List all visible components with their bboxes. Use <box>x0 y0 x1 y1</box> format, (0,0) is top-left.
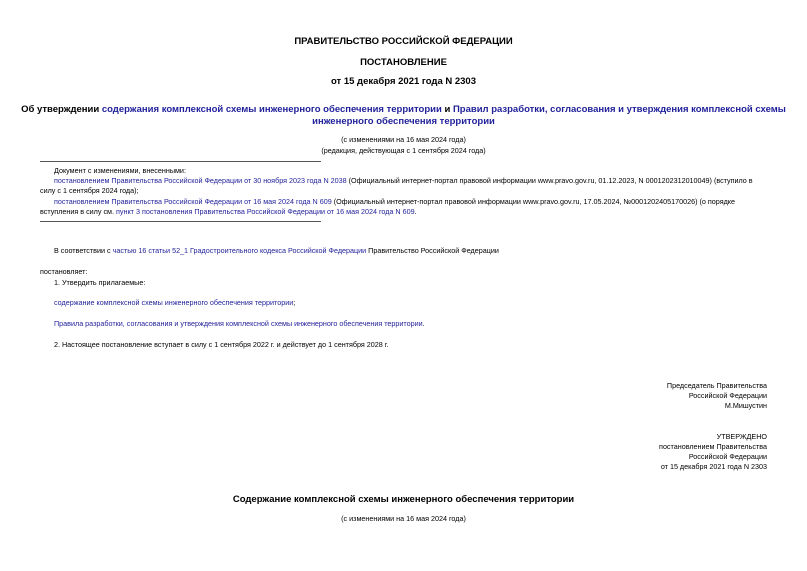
amendment-item-1 <box>54 176 767 186</box>
amendment-item-2 <box>54 197 767 207</box>
divider-bottom <box>40 221 321 222</box>
approved-label: УТВЕРЖДЕНО <box>716 432 767 441</box>
amendment-2-text: (Официальный интернет-портал правовой информации www.pravo.gov.ru, 17.05.2024, №0001202405170026) (о порядке <box>331 197 736 206</box>
edition-changes: (с изменениями на 16 мая 2024 года) <box>341 135 466 144</box>
approved-by: постановлением Правительства <box>659 442 767 451</box>
approved-org: Российской Федерации <box>688 452 767 461</box>
amendment-1-text: (Официальный интернет-портал правовой информации www.pravo.gov.ru, 01.12.2023, N 0001202312010049) (вступило в <box>346 176 753 185</box>
amendment-2-text-c: . <box>414 207 417 216</box>
signature-position: Председатель Правительства <box>666 381 767 390</box>
basis-suffix: Правительство Российской Федерации <box>366 246 499 255</box>
appendix-title: Содержание комплексной схемы инженерного обеспечения территории <box>232 494 575 505</box>
title-prefix: Об утверждении <box>21 104 102 115</box>
paragraph-2: 2. Настоящее постановление вступает в силу с 1 сентября 2022 г. и действует до 1 сентября 2028 г. <box>54 340 389 349</box>
basis-link-gradcode[interactable]: частью 16 статьи 52_1 Градостроительного кодекса Российской Федерации <box>112 246 367 255</box>
amendment-item-1-cont: силу с 1 сентября 2024 года); <box>40 186 139 195</box>
amendment-item-2-cont <box>40 207 417 216</box>
resolves-text: постановляет: <box>40 267 88 276</box>
title-link-content[interactable]: содержания комплексной схемы инженерного обеспечения территории <box>101 104 442 115</box>
document-type: ПОСТАНОВЛЕНИЕ <box>360 57 447 68</box>
amendment-link-609[interactable]: постановлением Правительства Российской Федерации от 16 мая 2024 года N 609 <box>54 197 332 206</box>
signature-name: М.Мишустин <box>724 401 767 410</box>
paragraph-1-item-2 <box>54 319 425 328</box>
paragraph-1-item-1 <box>54 298 295 307</box>
basis-paragraph <box>54 246 499 255</box>
signature-org: Российской Федерации <box>688 391 767 400</box>
amendment-link-609-p3[interactable]: пункт 3 постановления Правительства Российской Федерации от 16 мая 2024 года N 609 <box>116 207 415 216</box>
edition-effective: (редакция, действующая с 1 сентября 2024 года) <box>321 146 486 155</box>
amendment-2-text-b: вступления в силу см. <box>40 207 116 216</box>
document-title <box>0 104 807 115</box>
document-date-number: от 15 декабря 2021 года N 2303 <box>330 76 476 87</box>
basis-prefix: В соответствии с <box>54 246 113 255</box>
title-link-rules-cont[interactable]: инженерного обеспечения территории <box>312 116 495 127</box>
appendix-link-content[interactable]: содержание комплексной схемы инженерного обеспечения территории <box>54 298 294 307</box>
government-name: ПРАВИТЕЛЬСТВО РОССИЙСКОЙ ФЕДЕРАЦИИ <box>294 36 513 47</box>
document-title-line2 <box>0 116 807 127</box>
p1-item1-suffix: ; <box>293 298 296 307</box>
appendix-changes: (с изменениями на 16 мая 2024 года) <box>341 514 466 523</box>
appendix-link-rules[interactable]: Правила разработки, согласования и утверждения комплексной схемы инженерного обеспечения территории <box>54 319 423 328</box>
p1-item2-suffix: . <box>422 319 425 328</box>
approved-date: от 15 декабря 2021 года N 2303 <box>660 462 767 471</box>
amendment-link-2038[interactable]: постановлением Правительства Российской Федерации от 30 ноября 2023 года N 2038 <box>54 176 347 185</box>
paragraph-1: 1. Утвердить прилагаемые: <box>54 278 146 287</box>
title-link-rules[interactable]: Правил разработки, согласования и утверждения комплексной схемы <box>452 104 786 115</box>
divider-top <box>40 161 321 162</box>
amendments-intro: Документ с изменениями, внесенными: <box>54 166 186 175</box>
title-middle: и <box>441 104 453 115</box>
